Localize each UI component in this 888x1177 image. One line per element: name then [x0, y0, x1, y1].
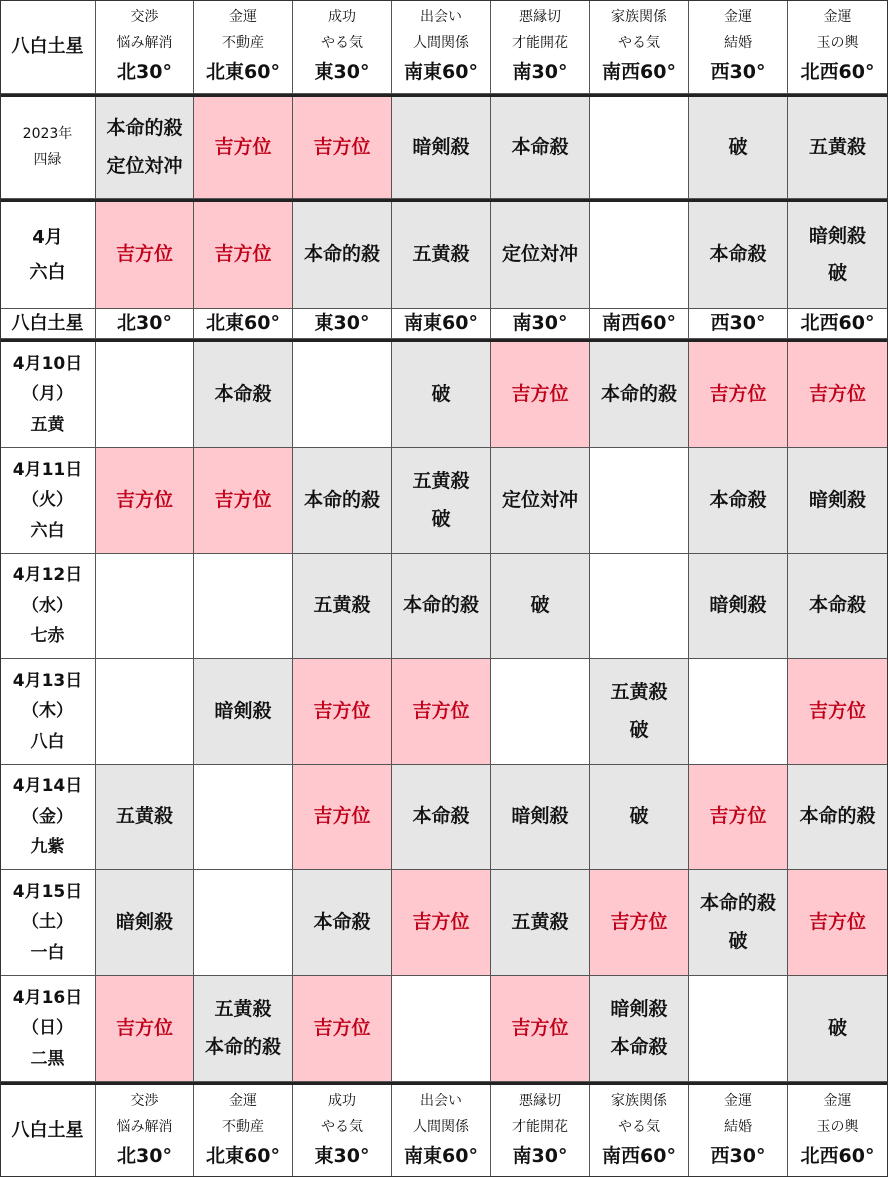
direction-angle: 南東60° — [404, 312, 478, 335]
cell-text: 吉方位 — [511, 382, 569, 405]
bottom-header-direction-4 — [392, 1085, 491, 1177]
direction-angle: 南30° — [512, 312, 568, 335]
day-row-3-cell-2 — [194, 554, 293, 659]
cell-text: 六白 — [30, 520, 65, 541]
month-row-cell-1 — [96, 202, 194, 309]
cell-text: 七赤 — [30, 626, 65, 647]
cell-text: 一白 — [30, 942, 65, 963]
day-row-3-cell-6 — [590, 554, 689, 659]
direction-purpose: 結婚 — [724, 35, 752, 52]
cell-text: 本命的殺 — [106, 117, 183, 140]
cell-text: 破 — [431, 382, 451, 405]
cell-text: 破 — [530, 594, 550, 617]
day-row-1-cell-3 — [293, 342, 392, 448]
direction-purpose: 成功 — [328, 1093, 356, 1110]
day-row-2-cell-4 — [392, 448, 491, 554]
day-row-3-cell-3 — [293, 554, 392, 659]
direction-angle: 北西60° — [800, 312, 875, 335]
day-row-5-cell-5 — [491, 765, 590, 870]
cell-text: 破 — [827, 1016, 847, 1039]
cell-text: 暗剣殺 — [610, 998, 668, 1021]
direction-angle: 東30° — [314, 312, 370, 335]
direction-purpose: 交渉 — [130, 1093, 159, 1110]
mid-header-direction-3 — [293, 309, 392, 339]
day-row-1-cell-2 — [194, 342, 293, 448]
day-row-4-cell-5 — [491, 659, 590, 765]
cell-text: 五黄殺 — [511, 910, 569, 933]
cell-text: 吉方位 — [808, 699, 866, 722]
top-header-direction-8 — [788, 0, 888, 94]
day-row-6-cell-4 — [392, 870, 491, 976]
direction-angle: 南東60° — [404, 1145, 478, 1168]
cell-text: 五黄殺 — [610, 681, 668, 704]
direction-angle: 北30° — [117, 1145, 172, 1168]
month-row-cell-3 — [293, 202, 392, 309]
direction-purpose: 交渉 — [130, 9, 159, 26]
direction-purpose: 金運 — [724, 1093, 752, 1110]
direction-angle: 南30° — [512, 1145, 568, 1168]
month-row-cell-7 — [689, 202, 788, 309]
direction-angle: 南西60° — [602, 1145, 676, 1168]
cell-text: 2023年 — [22, 126, 73, 143]
direction-purpose: やる気 — [618, 1119, 660, 1136]
day-row-2-cell-8 — [788, 448, 888, 554]
mid-header-direction-7 — [689, 309, 788, 339]
day-row-3-label — [0, 554, 96, 659]
bottom-header-direction-8 — [788, 1085, 888, 1177]
cell-text: 破 — [431, 507, 451, 530]
year-row-cell-4 — [392, 97, 491, 199]
direction-purpose: 家族関係 — [611, 1093, 667, 1110]
day-row-5-cell-3 — [293, 765, 392, 870]
cell-text: 五黄殺 — [115, 805, 173, 828]
day-row-5-label — [0, 765, 96, 870]
day-row-4-cell-7 — [689, 659, 788, 765]
top-header-star-label: 八白土星 — [0, 0, 96, 94]
cell-text: （火） — [22, 490, 73, 511]
cell-text: （土） — [22, 912, 73, 933]
cell-text: 本命殺 — [709, 243, 767, 266]
day-row-5-cell-7 — [689, 765, 788, 870]
month-row-cell-6 — [590, 202, 689, 309]
cell-text: 吉方位 — [511, 1016, 569, 1039]
cell-text: 吉方位 — [610, 910, 668, 933]
cell-text: 破 — [827, 262, 847, 284]
day-row-4-cell-1 — [96, 659, 194, 765]
bottom-header-star-label: 八白土星 — [0, 1085, 96, 1177]
direction-purpose: やる気 — [321, 1119, 363, 1136]
direction-purpose: 悩み解消 — [116, 1119, 173, 1136]
cell-text: 六白 — [29, 262, 66, 283]
cell-text: 暗剣殺 — [808, 488, 866, 511]
direction-purpose: 玉の輿 — [816, 35, 859, 52]
direction-angle: 南30° — [512, 61, 568, 84]
day-row-4-label — [0, 659, 96, 765]
cell-text: 破 — [728, 929, 748, 952]
day-row-1-label — [0, 342, 96, 448]
day-row-6-cell-8 — [788, 870, 888, 976]
direction-purpose: 人間関係 — [413, 35, 469, 52]
day-row-5-cell-1 — [96, 765, 194, 870]
direction-purpose: 悩み解消 — [116, 35, 173, 52]
cell-text: 吉方位 — [709, 382, 767, 405]
direction-purpose: 金運 — [229, 1093, 257, 1110]
cell-text: 五黄殺 — [412, 243, 470, 266]
top-header-direction-6 — [590, 0, 689, 94]
cell-text: 吉方位 — [214, 135, 272, 158]
direction-angle: 南西60° — [602, 312, 676, 335]
year-row-label — [0, 97, 96, 199]
month-row-label — [0, 202, 96, 309]
year-row-cell-1 — [96, 97, 194, 199]
cell-text: 八白 — [30, 731, 65, 752]
day-row-2-cell-7 — [689, 448, 788, 554]
cell-text: 暗剣殺 — [808, 224, 866, 247]
top-header-direction-2 — [194, 0, 293, 94]
cell-text: 本命的殺 — [303, 243, 380, 266]
direction-angle: 南東60° — [404, 61, 478, 84]
cell-text: （木） — [22, 701, 73, 722]
direction-purpose: 悪縁切 — [519, 1093, 561, 1110]
mid-header-direction-4 — [392, 309, 491, 339]
day-row-6-cell-1 — [96, 870, 194, 976]
cell-text: 暗剣殺 — [709, 594, 767, 617]
cell-text: 吉方位 — [412, 699, 470, 722]
cell-text: 吉方位 — [115, 1016, 173, 1039]
day-row-4-cell-6 — [590, 659, 689, 765]
day-row-2-cell-6 — [590, 448, 689, 554]
top-header-direction-5 — [491, 0, 590, 94]
day-row-1-cell-1 — [96, 342, 194, 448]
cell-text: 本命殺 — [412, 805, 470, 828]
cell-text: 定位対冲 — [501, 488, 578, 511]
cell-text: 本命的殺 — [402, 594, 479, 617]
direction-angle: 北西60° — [800, 1145, 875, 1168]
day-row-6-cell-2 — [194, 870, 293, 976]
direction-angle: 南西60° — [602, 61, 676, 84]
day-row-3-cell-8 — [788, 554, 888, 659]
day-row-5-cell-4 — [392, 765, 491, 870]
cell-text: 暗剣殺 — [115, 910, 173, 933]
cell-text: 本命的殺 — [303, 488, 380, 511]
cell-text: 吉方位 — [313, 135, 371, 158]
direction-purpose: 結婚 — [724, 1119, 752, 1136]
bottom-header-direction-5 — [491, 1085, 590, 1177]
direction-angle: 東30° — [314, 61, 370, 84]
day-row-4-cell-3 — [293, 659, 392, 765]
direction-angle: 北30° — [117, 312, 172, 335]
top-header-direction-3 — [293, 0, 392, 94]
day-row-6-cell-5 — [491, 870, 590, 976]
cell-text: 4月16日 — [12, 987, 83, 1008]
direction-purpose: やる気 — [618, 35, 660, 52]
day-row-5-cell-8 — [788, 765, 888, 870]
mid-header-direction-6 — [590, 309, 689, 339]
direction-purpose: 悪縁切 — [519, 9, 561, 26]
cell-text: 本命殺 — [808, 594, 866, 617]
cell-text: 吉方位 — [115, 243, 173, 266]
day-row-7-label — [0, 976, 96, 1082]
day-row-2-cell-3 — [293, 448, 392, 554]
direction-purpose: 才能開花 — [512, 1119, 568, 1136]
cell-text: 五黄殺 — [412, 470, 470, 493]
cell-text: 五黄殺 — [808, 135, 866, 158]
direction-purpose: 金運 — [823, 9, 852, 26]
cell-text: 4月 — [32, 226, 63, 248]
year-row-cell-2 — [194, 97, 293, 199]
cell-text: 本命殺 — [511, 135, 569, 158]
day-row-4-cell-8 — [788, 659, 888, 765]
cell-text: 九紫 — [30, 837, 65, 858]
top-header-direction-1 — [96, 0, 194, 94]
day-row-7-cell-1 — [96, 976, 194, 1082]
cell-text: 本命殺 — [313, 910, 371, 933]
mid-header-direction-5 — [491, 309, 590, 339]
direction-angle: 北東60° — [206, 1145, 280, 1168]
day-row-7-cell-7 — [689, 976, 788, 1082]
day-row-6-cell-7 — [689, 870, 788, 976]
cell-text: 本命殺 — [709, 488, 767, 511]
cell-text: （金） — [22, 806, 73, 827]
cell-text: 本命殺 — [610, 1035, 668, 1058]
bottom-header-direction-6 — [590, 1085, 689, 1177]
cell-text: 吉方位 — [412, 910, 470, 933]
day-row-7-cell-8 — [788, 976, 888, 1082]
day-row-4-cell-4 — [392, 659, 491, 765]
cell-text: 本命殺 — [214, 382, 272, 405]
day-row-1-cell-6 — [590, 342, 689, 448]
cell-text: 暗剣殺 — [511, 805, 569, 828]
direction-angle: 北西60° — [800, 61, 875, 84]
cell-text: （日） — [22, 1018, 73, 1039]
cell-text: 破 — [629, 718, 649, 741]
month-row-cell-2 — [194, 202, 293, 309]
mid-header-direction-2 — [194, 309, 293, 339]
day-row-1-cell-7 — [689, 342, 788, 448]
day-row-2-label — [0, 448, 96, 554]
top-header-direction-4 — [392, 0, 491, 94]
direction-purpose: 金運 — [724, 9, 752, 26]
cell-text: 本命的殺 — [699, 892, 776, 915]
cell-text: 4月13日 — [12, 670, 83, 691]
day-row-2-cell-5 — [491, 448, 590, 554]
cell-text: 定位対冲 — [106, 154, 183, 177]
year-row-cell-6 — [590, 97, 689, 199]
direction-purpose: 不動産 — [222, 35, 264, 52]
cell-text: 本命的殺 — [204, 1035, 281, 1058]
direction-angle: 北東60° — [206, 61, 280, 84]
direction-purpose: 家族関係 — [611, 9, 667, 26]
cell-text: 4月14日 — [12, 776, 83, 797]
cell-text: 吉方位 — [808, 910, 866, 933]
direction-purpose: 金運 — [229, 9, 257, 26]
cell-text: 定位対冲 — [501, 243, 578, 266]
cell-text: 五黄殺 — [313, 594, 371, 617]
bottom-header-direction-2 — [194, 1085, 293, 1177]
day-row-6-cell-3 — [293, 870, 392, 976]
month-row-cell-5 — [491, 202, 590, 309]
direction-angle: 北30° — [117, 61, 172, 84]
cell-text: （水） — [22, 595, 73, 616]
year-row-cell-3 — [293, 97, 392, 199]
day-row-2-cell-2 — [194, 448, 293, 554]
direction-purpose: 才能開花 — [512, 35, 568, 52]
cell-text: 五黄 — [30, 414, 65, 435]
cell-text: （月） — [22, 384, 73, 405]
direction-purpose: 金運 — [823, 1093, 852, 1110]
day-row-3-cell-7 — [689, 554, 788, 659]
cell-text: 吉方位 — [313, 699, 371, 722]
direction-purpose: 出会い — [420, 9, 462, 26]
cell-text: 吉方位 — [808, 382, 866, 405]
mid-header-direction-8 — [788, 309, 888, 339]
day-row-7-cell-2 — [194, 976, 293, 1082]
year-row-cell-5 — [491, 97, 590, 199]
day-row-5-cell-6 — [590, 765, 689, 870]
day-row-3-cell-4 — [392, 554, 491, 659]
cell-text: 吉方位 — [214, 488, 272, 511]
cell-text: 吉方位 — [313, 1016, 371, 1039]
cell-text: 四緑 — [33, 151, 62, 168]
day-row-1-cell-5 — [491, 342, 590, 448]
day-row-6-label — [0, 870, 96, 976]
cell-text: 4月15日 — [12, 881, 83, 902]
day-row-4-cell-2 — [194, 659, 293, 765]
cell-text: 本命的殺 — [799, 805, 876, 828]
cell-text: 吉方位 — [709, 805, 767, 828]
day-row-6-cell-6 — [590, 870, 689, 976]
direction-purpose: 人間関係 — [413, 1119, 469, 1136]
direction-purpose: 玉の輿 — [816, 1119, 859, 1136]
day-row-5-cell-2 — [194, 765, 293, 870]
mid-header-star-label: 八白土星 — [0, 309, 96, 339]
day-row-3-cell-5 — [491, 554, 590, 659]
cell-text: 吉方位 — [313, 805, 371, 828]
direction-angle: 北東60° — [206, 312, 280, 335]
cell-text: 4月10日 — [12, 353, 83, 374]
year-row-cell-8 — [788, 97, 888, 199]
cell-text: 五黄殺 — [214, 998, 272, 1021]
day-row-1-cell-4 — [392, 342, 491, 448]
direction-angle: 西30° — [710, 312, 766, 335]
cell-text: 4月11日 — [12, 459, 83, 480]
cell-text: 吉方位 — [115, 488, 173, 511]
direction-angle: 西30° — [710, 1145, 766, 1168]
year-row-cell-7 — [689, 97, 788, 199]
day-row-7-cell-6 — [590, 976, 689, 1082]
top-header-direction-7 — [689, 0, 788, 94]
day-row-7-cell-5 — [491, 976, 590, 1082]
day-row-7-cell-4 — [392, 976, 491, 1082]
direction-angle: 東30° — [314, 1145, 370, 1168]
mid-header-direction-1 — [96, 309, 194, 339]
cell-text: 破 — [629, 805, 649, 828]
day-row-7-cell-3 — [293, 976, 392, 1082]
direction-purpose: 成功 — [328, 9, 356, 26]
direction-purpose: 出会い — [420, 1093, 462, 1110]
bottom-header-direction-3 — [293, 1085, 392, 1177]
direction-angle: 西30° — [710, 61, 766, 84]
bottom-header-direction-1 — [96, 1085, 194, 1177]
month-row-cell-8 — [788, 202, 888, 309]
bottom-header-direction-7 — [689, 1085, 788, 1177]
cell-text: 4月12日 — [12, 565, 83, 586]
cell-text: 暗剣殺 — [214, 699, 272, 722]
cell-text: 破 — [728, 135, 748, 158]
cell-text: 暗剣殺 — [412, 135, 470, 158]
direction-purpose: 不動産 — [222, 1119, 264, 1136]
cell-text: 本命的殺 — [600, 382, 677, 405]
day-row-1-cell-8 — [788, 342, 888, 448]
cell-text: 二黒 — [30, 1048, 65, 1069]
day-row-2-cell-1 — [96, 448, 194, 554]
direction-purpose: やる気 — [321, 35, 363, 52]
day-row-3-cell-1 — [96, 554, 194, 659]
month-row-cell-4 — [392, 202, 491, 309]
cell-text: 吉方位 — [214, 243, 272, 266]
